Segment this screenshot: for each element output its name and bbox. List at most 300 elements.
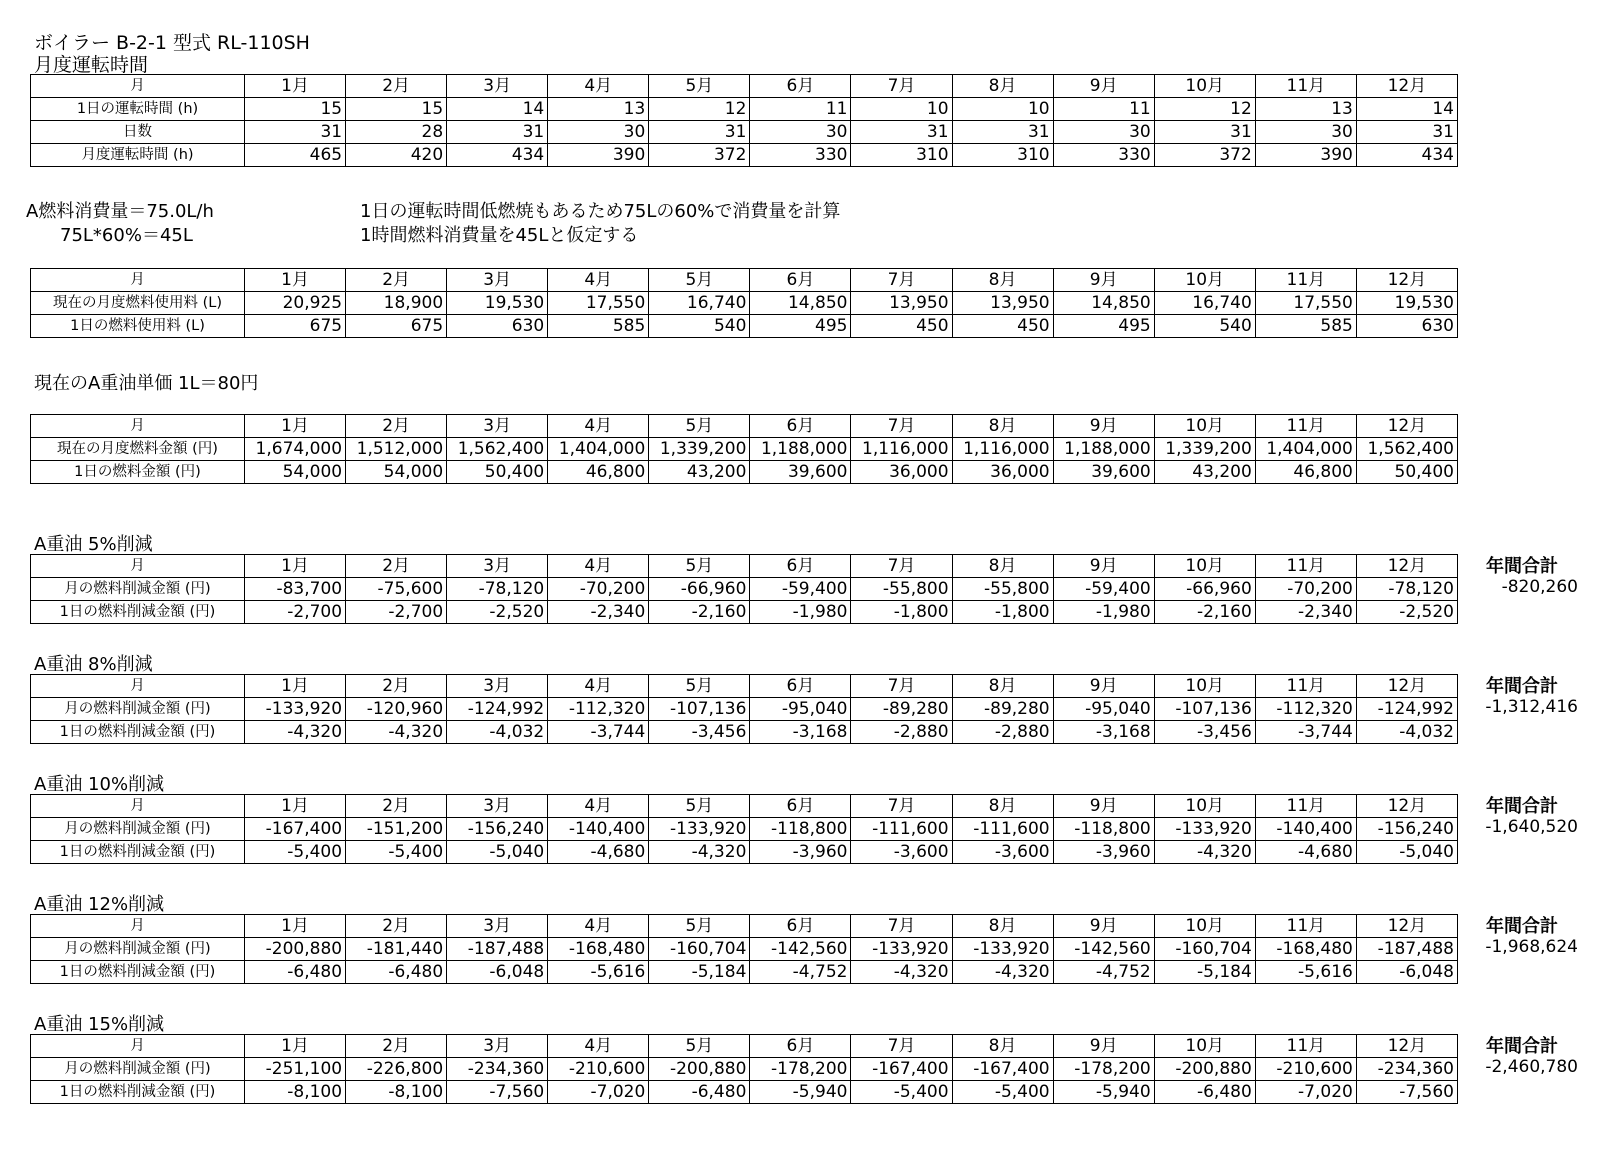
month-header-cell: 12月 xyxy=(1356,555,1457,578)
table-row xyxy=(31,315,1458,338)
month-header-cell: 5月 xyxy=(649,269,750,292)
value-cell: -78,120 xyxy=(447,578,548,601)
month-header-cell: 6月 xyxy=(750,415,851,438)
value-cell: -55,800 xyxy=(952,578,1053,601)
month-header-cell: 8月 xyxy=(952,1035,1053,1058)
reduction-section-title: A重油 8%削減 xyxy=(34,654,153,675)
value-cell: 390 xyxy=(548,144,649,167)
value-cell: -111,600 xyxy=(952,818,1053,841)
month-header-cell: 5月 xyxy=(649,675,750,698)
value-cell: 20,925 xyxy=(245,292,346,315)
value-cell: 310 xyxy=(952,144,1053,167)
value-cell: 31 xyxy=(447,121,548,144)
header-label-cell: 月 xyxy=(31,269,245,292)
month-header-cell: 9月 xyxy=(1053,555,1154,578)
month-header-cell: 3月 xyxy=(447,1035,548,1058)
consumption-calc-note: 75L*60%＝45L xyxy=(60,225,193,246)
value-cell: -3,744 xyxy=(548,721,649,744)
header-label-cell: 月 xyxy=(31,1035,245,1058)
value-cell: 1,512,000 xyxy=(346,438,447,461)
month-header-cell: 1月 xyxy=(245,555,346,578)
table-row xyxy=(31,601,1458,624)
value-cell: 1,188,000 xyxy=(750,438,851,461)
annual-total-label: 年間合計 xyxy=(1486,796,1558,817)
month-header-cell: 10月 xyxy=(1154,269,1255,292)
table-row xyxy=(31,961,1458,984)
value-cell: 372 xyxy=(1154,144,1255,167)
month-header-cell: 12月 xyxy=(1356,1035,1457,1058)
annual-total-value: -2,460,780 xyxy=(1485,1057,1578,1077)
value-cell: 14 xyxy=(447,98,548,121)
value-cell: -5,616 xyxy=(548,961,649,984)
value-cell: -4,320 xyxy=(1154,841,1255,864)
value-cell: -7,560 xyxy=(1356,1081,1457,1104)
value-cell: 585 xyxy=(548,315,649,338)
month-header-cell: 2月 xyxy=(346,795,447,818)
value-cell: -3,600 xyxy=(952,841,1053,864)
value-cell: -4,032 xyxy=(1356,721,1457,744)
value-cell: -6,480 xyxy=(346,961,447,984)
reduction-table xyxy=(30,914,1458,984)
value-cell: -2,700 xyxy=(346,601,447,624)
annual-total-value: -1,968,624 xyxy=(1485,937,1578,957)
table-row xyxy=(31,121,1458,144)
value-cell: -140,400 xyxy=(548,818,649,841)
value-cell: 10 xyxy=(952,98,1053,121)
month-header-cell: 11月 xyxy=(1255,75,1356,98)
value-cell: -6,480 xyxy=(1154,1081,1255,1104)
month-header-cell: 4月 xyxy=(548,795,649,818)
value-cell: -133,920 xyxy=(245,698,346,721)
reduction-section-title: A重油 5%削減 xyxy=(34,534,153,555)
value-cell: -168,480 xyxy=(1255,938,1356,961)
month-header-cell: 1月 xyxy=(245,415,346,438)
row-label-cell: 1日の燃料削減金額 (円) xyxy=(31,1081,245,1104)
value-cell: 1,188,000 xyxy=(1053,438,1154,461)
month-header-cell: 2月 xyxy=(346,415,447,438)
month-header-cell: 8月 xyxy=(952,795,1053,818)
value-cell: 675 xyxy=(346,315,447,338)
month-header-cell: 1月 xyxy=(245,915,346,938)
reduction-section-title: A重油 12%削減 xyxy=(34,894,165,915)
value-cell: -2,160 xyxy=(649,601,750,624)
value-cell: -7,560 xyxy=(447,1081,548,1104)
value-cell: 13,950 xyxy=(851,292,952,315)
month-header-cell: 12月 xyxy=(1356,415,1457,438)
value-cell: -5,940 xyxy=(750,1081,851,1104)
month-header-row xyxy=(31,675,1458,698)
value-cell: 420 xyxy=(346,144,447,167)
fuel-price-note: 現在のA重油単価 1L＝80円 xyxy=(34,373,259,394)
header-label-cell: 月 xyxy=(31,675,245,698)
value-cell: 30 xyxy=(1053,121,1154,144)
value-cell: -167,400 xyxy=(245,818,346,841)
reduction-section-title: A重油 15%削減 xyxy=(34,1014,165,1035)
value-cell: 630 xyxy=(447,315,548,338)
row-label-cell: 日数 xyxy=(31,121,245,144)
value-cell: -4,320 xyxy=(346,721,447,744)
value-cell: 50,400 xyxy=(1356,461,1457,484)
value-cell: -59,400 xyxy=(750,578,851,601)
month-header-cell: 7月 xyxy=(851,555,952,578)
value-cell: 540 xyxy=(1154,315,1255,338)
value-cell: -78,120 xyxy=(1356,578,1457,601)
value-cell: -4,680 xyxy=(1255,841,1356,864)
value-cell: 16,740 xyxy=(649,292,750,315)
table-row xyxy=(31,292,1458,315)
value-cell: -226,800 xyxy=(346,1058,447,1081)
consumption-assumption-note: 1時間燃料消費量を45Lと仮定する xyxy=(360,225,639,246)
value-cell: -5,400 xyxy=(346,841,447,864)
value-cell: -107,136 xyxy=(649,698,750,721)
table-row xyxy=(31,461,1458,484)
value-cell: -3,168 xyxy=(1053,721,1154,744)
month-header-cell: 2月 xyxy=(346,915,447,938)
value-cell: -2,340 xyxy=(1255,601,1356,624)
annual-total-label: 年間合計 xyxy=(1486,676,1558,697)
value-cell: -59,400 xyxy=(1053,578,1154,601)
month-header-cell: 10月 xyxy=(1154,915,1255,938)
value-cell: -1,800 xyxy=(952,601,1053,624)
month-header-cell: 4月 xyxy=(548,75,649,98)
reduction-table xyxy=(30,1034,1458,1104)
month-header-cell: 9月 xyxy=(1053,915,1154,938)
month-header-cell: 3月 xyxy=(447,915,548,938)
reduction-section-title: A重油 10%削減 xyxy=(34,774,165,795)
row-label-cell: 1日の燃料使用料 (L) xyxy=(31,315,245,338)
month-header-cell: 6月 xyxy=(750,795,851,818)
value-cell: -142,560 xyxy=(750,938,851,961)
header-label-cell: 月 xyxy=(31,915,245,938)
table-row xyxy=(31,721,1458,744)
row-label-cell: 月の燃料削減金額 (円) xyxy=(31,578,245,601)
header-label-cell: 月 xyxy=(31,415,245,438)
value-cell: 465 xyxy=(245,144,346,167)
month-header-cell: 5月 xyxy=(649,415,750,438)
month-header-cell: 9月 xyxy=(1053,795,1154,818)
value-cell: -3,600 xyxy=(851,841,952,864)
month-header-cell: 9月 xyxy=(1053,415,1154,438)
value-cell: -133,920 xyxy=(1154,818,1255,841)
row-label-cell: 月の燃料削減金額 (円) xyxy=(31,698,245,721)
value-cell: -181,440 xyxy=(346,938,447,961)
fuel-usage-table xyxy=(30,268,1458,338)
value-cell: -200,880 xyxy=(649,1058,750,1081)
row-label-cell: 1日の運転時間 (h) xyxy=(31,98,245,121)
value-cell: 11 xyxy=(750,98,851,121)
value-cell: -151,200 xyxy=(346,818,447,841)
value-cell: -4,752 xyxy=(1053,961,1154,984)
value-cell: -234,360 xyxy=(447,1058,548,1081)
value-cell: -5,184 xyxy=(649,961,750,984)
month-header-cell: 6月 xyxy=(750,915,851,938)
month-header-cell: 11月 xyxy=(1255,675,1356,698)
month-header-cell: 3月 xyxy=(447,415,548,438)
month-header-cell: 8月 xyxy=(952,75,1053,98)
month-header-cell: 2月 xyxy=(346,555,447,578)
month-header-cell: 1月 xyxy=(245,675,346,698)
value-cell: 36,000 xyxy=(851,461,952,484)
value-cell: -4,032 xyxy=(447,721,548,744)
month-header-cell: 6月 xyxy=(750,555,851,578)
month-header-cell: 11月 xyxy=(1255,555,1356,578)
value-cell: 14,850 xyxy=(1053,292,1154,315)
value-cell: 1,116,000 xyxy=(851,438,952,461)
value-cell: 540 xyxy=(649,315,750,338)
value-cell: 43,200 xyxy=(649,461,750,484)
month-header-cell: 5月 xyxy=(649,915,750,938)
value-cell: 1,404,000 xyxy=(548,438,649,461)
value-cell: -187,488 xyxy=(1356,938,1457,961)
value-cell: 675 xyxy=(245,315,346,338)
reduction-table xyxy=(30,794,1458,864)
value-cell: -95,040 xyxy=(750,698,851,721)
value-cell: -234,360 xyxy=(1356,1058,1457,1081)
value-cell: 330 xyxy=(750,144,851,167)
month-header-cell: 5月 xyxy=(649,1035,750,1058)
month-header-cell: 8月 xyxy=(952,915,1053,938)
table-row xyxy=(31,578,1458,601)
value-cell: -2,520 xyxy=(447,601,548,624)
value-cell: -6,480 xyxy=(649,1081,750,1104)
month-header-cell: 3月 xyxy=(447,75,548,98)
value-cell: -75,600 xyxy=(346,578,447,601)
month-header-cell: 5月 xyxy=(649,555,750,578)
month-header-row xyxy=(31,555,1458,578)
value-cell: 15 xyxy=(346,98,447,121)
row-label-cell: 現在の月度燃料使用料 (L) xyxy=(31,292,245,315)
value-cell: 31 xyxy=(851,121,952,144)
month-header-cell: 11月 xyxy=(1255,795,1356,818)
value-cell: -210,600 xyxy=(548,1058,649,1081)
value-cell: -5,400 xyxy=(952,1081,1053,1104)
month-header-cell: 4月 xyxy=(548,1035,649,1058)
value-cell: -7,020 xyxy=(548,1081,649,1104)
value-cell: -66,960 xyxy=(649,578,750,601)
value-cell: -118,800 xyxy=(750,818,851,841)
value-cell: 495 xyxy=(1053,315,1154,338)
annual-total-value: -1,640,520 xyxy=(1485,817,1578,837)
row-label-cell: 1日の燃料削減金額 (円) xyxy=(31,841,245,864)
month-header-cell: 8月 xyxy=(952,555,1053,578)
value-cell: -5,940 xyxy=(1053,1081,1154,1104)
value-cell: 1,339,200 xyxy=(649,438,750,461)
annual-total-label: 年間合計 xyxy=(1486,1036,1558,1057)
value-cell: 14 xyxy=(1356,98,1457,121)
table-row xyxy=(31,818,1458,841)
month-header-cell: 8月 xyxy=(952,415,1053,438)
month-header-cell: 2月 xyxy=(346,75,447,98)
month-header-cell: 7月 xyxy=(851,75,952,98)
consumption-reason-note: 1日の運転時間低燃焼もあるため75Lの60%で消費量を計算 xyxy=(360,201,841,222)
value-cell: -83,700 xyxy=(245,578,346,601)
month-header-cell: 6月 xyxy=(750,675,851,698)
value-cell: -95,040 xyxy=(1053,698,1154,721)
value-cell: 434 xyxy=(1356,144,1457,167)
value-cell: 36,000 xyxy=(952,461,1053,484)
header-label-cell: 月 xyxy=(31,795,245,818)
value-cell: 13 xyxy=(1255,98,1356,121)
value-cell: 1,674,000 xyxy=(245,438,346,461)
value-cell: -124,992 xyxy=(1356,698,1457,721)
value-cell: -118,800 xyxy=(1053,818,1154,841)
value-cell: -5,040 xyxy=(1356,841,1457,864)
value-cell: -89,280 xyxy=(952,698,1053,721)
value-cell: 46,800 xyxy=(1255,461,1356,484)
row-label-cell: 現在の月度燃料金額 (円) xyxy=(31,438,245,461)
value-cell: -167,400 xyxy=(851,1058,952,1081)
month-header-cell: 1月 xyxy=(245,75,346,98)
value-cell: -168,480 xyxy=(548,938,649,961)
value-cell: 1,404,000 xyxy=(1255,438,1356,461)
value-cell: 16,740 xyxy=(1154,292,1255,315)
row-label-cell: 月の燃料削減金額 (円) xyxy=(31,818,245,841)
month-header-cell: 11月 xyxy=(1255,415,1356,438)
month-header-cell: 10月 xyxy=(1154,675,1255,698)
month-header-cell: 3月 xyxy=(447,795,548,818)
value-cell: 43,200 xyxy=(1154,461,1255,484)
month-header-cell: 12月 xyxy=(1356,269,1457,292)
value-cell: -3,456 xyxy=(1154,721,1255,744)
month-header-cell: 6月 xyxy=(750,1035,851,1058)
table-row xyxy=(31,1058,1458,1081)
value-cell: -8,100 xyxy=(245,1081,346,1104)
value-cell: -3,168 xyxy=(750,721,851,744)
value-cell: 31 xyxy=(1356,121,1457,144)
table-row xyxy=(31,938,1458,961)
value-cell: -124,992 xyxy=(447,698,548,721)
header-label-cell: 月 xyxy=(31,75,245,98)
month-header-cell: 3月 xyxy=(447,675,548,698)
month-header-row xyxy=(31,415,1458,438)
month-header-row xyxy=(31,269,1458,292)
value-cell: 31 xyxy=(952,121,1053,144)
row-label-cell: 月の燃料削減金額 (円) xyxy=(31,938,245,961)
month-header-cell: 10月 xyxy=(1154,795,1255,818)
row-label-cell: 1日の燃料金額 (円) xyxy=(31,461,245,484)
header-label-cell: 月 xyxy=(31,555,245,578)
document-subtitle: 月度運転時間 xyxy=(34,54,149,76)
value-cell: 30 xyxy=(750,121,851,144)
row-label-cell: 1日の燃料削減金額 (円) xyxy=(31,601,245,624)
value-cell: 17,550 xyxy=(1255,292,1356,315)
value-cell: -4,320 xyxy=(952,961,1053,984)
value-cell: -133,920 xyxy=(851,938,952,961)
value-cell: 10 xyxy=(851,98,952,121)
value-cell: -2,880 xyxy=(851,721,952,744)
value-cell: 310 xyxy=(851,144,952,167)
reduction-table xyxy=(30,674,1458,744)
value-cell: 18,900 xyxy=(346,292,447,315)
value-cell: 1,562,400 xyxy=(1356,438,1457,461)
value-cell: 12 xyxy=(1154,98,1255,121)
value-cell: 14,850 xyxy=(750,292,851,315)
value-cell: 330 xyxy=(1053,144,1154,167)
value-cell: 54,000 xyxy=(245,461,346,484)
value-cell: -2,160 xyxy=(1154,601,1255,624)
row-label-cell: 1日の燃料削減金額 (円) xyxy=(31,961,245,984)
annual-total-value: -1,312,416 xyxy=(1485,697,1578,717)
month-header-cell: 3月 xyxy=(447,555,548,578)
value-cell: 11 xyxy=(1053,98,1154,121)
value-cell: -6,480 xyxy=(245,961,346,984)
value-cell: -89,280 xyxy=(851,698,952,721)
value-cell: 12 xyxy=(649,98,750,121)
month-header-cell: 4月 xyxy=(548,915,649,938)
month-header-cell: 7月 xyxy=(851,415,952,438)
value-cell: -142,560 xyxy=(1053,938,1154,961)
value-cell: 1,116,000 xyxy=(952,438,1053,461)
value-cell: -167,400 xyxy=(952,1058,1053,1081)
month-header-cell: 10月 xyxy=(1154,75,1255,98)
month-header-cell: 9月 xyxy=(1053,1035,1154,1058)
month-header-cell: 8月 xyxy=(952,269,1053,292)
value-cell: 450 xyxy=(952,315,1053,338)
month-header-cell: 1月 xyxy=(245,1035,346,1058)
month-header-cell: 9月 xyxy=(1053,75,1154,98)
value-cell: -70,200 xyxy=(548,578,649,601)
value-cell: -55,800 xyxy=(851,578,952,601)
value-cell: -187,488 xyxy=(447,938,548,961)
value-cell: -1,980 xyxy=(750,601,851,624)
month-header-cell: 5月 xyxy=(649,75,750,98)
row-label-cell: 月の燃料削減金額 (円) xyxy=(31,1058,245,1081)
month-header-cell: 10月 xyxy=(1154,555,1255,578)
value-cell: -70,200 xyxy=(1255,578,1356,601)
value-cell: -6,048 xyxy=(447,961,548,984)
table-row xyxy=(31,144,1458,167)
month-header-cell: 3月 xyxy=(447,269,548,292)
value-cell: -8,100 xyxy=(346,1081,447,1104)
row-label-cell: 月度運転時間 (h) xyxy=(31,144,245,167)
month-header-cell: 11月 xyxy=(1255,269,1356,292)
table-row xyxy=(31,1081,1458,1104)
month-header-cell: 4月 xyxy=(548,415,649,438)
value-cell: -3,456 xyxy=(649,721,750,744)
month-header-cell: 7月 xyxy=(851,269,952,292)
value-cell: 372 xyxy=(649,144,750,167)
value-cell: -156,240 xyxy=(447,818,548,841)
month-header-cell: 12月 xyxy=(1356,675,1457,698)
reduction-table xyxy=(30,554,1458,624)
value-cell: 28 xyxy=(346,121,447,144)
value-cell: -1,800 xyxy=(851,601,952,624)
annual-total-value: -820,260 xyxy=(1501,577,1578,597)
value-cell: -3,960 xyxy=(1053,841,1154,864)
month-header-cell: 12月 xyxy=(1356,915,1457,938)
month-header-cell: 6月 xyxy=(750,269,851,292)
fuel-cost-table xyxy=(30,414,1458,484)
value-cell: 19,530 xyxy=(1356,292,1457,315)
value-cell: -178,200 xyxy=(750,1058,851,1081)
value-cell: 39,600 xyxy=(750,461,851,484)
table-row xyxy=(31,841,1458,864)
value-cell: 31 xyxy=(1154,121,1255,144)
value-cell: -2,520 xyxy=(1356,601,1457,624)
value-cell: -5,184 xyxy=(1154,961,1255,984)
month-header-cell: 10月 xyxy=(1154,1035,1255,1058)
month-header-row xyxy=(31,915,1458,938)
month-header-cell: 5月 xyxy=(649,795,750,818)
month-header-cell: 4月 xyxy=(548,555,649,578)
month-header-cell: 9月 xyxy=(1053,269,1154,292)
table-row xyxy=(31,98,1458,121)
value-cell: 15 xyxy=(245,98,346,121)
month-header-cell: 2月 xyxy=(346,269,447,292)
value-cell: 1,562,400 xyxy=(447,438,548,461)
month-header-cell: 11月 xyxy=(1255,915,1356,938)
value-cell: -1,980 xyxy=(1053,601,1154,624)
